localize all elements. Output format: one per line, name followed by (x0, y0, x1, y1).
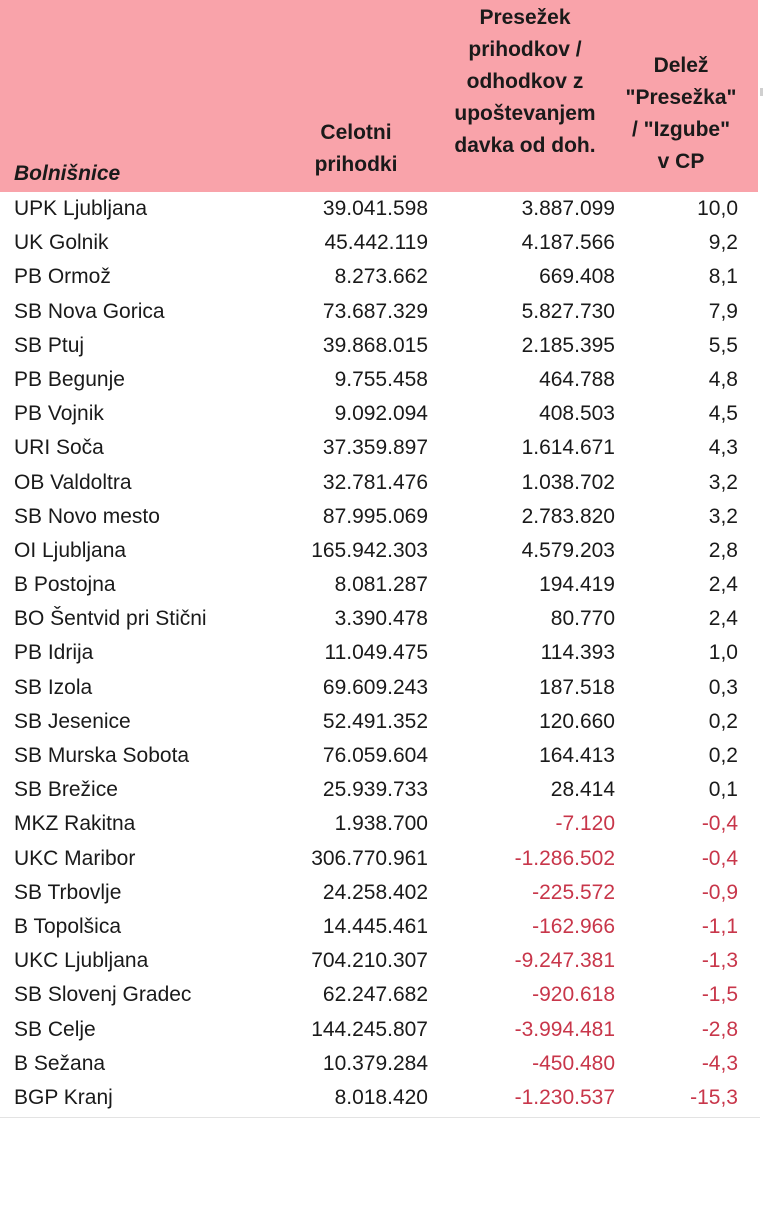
income-cell: 37.359.897 (322, 436, 428, 460)
surplus-cell: 164.413 (539, 744, 615, 767)
hospital-name-cell: UKC Ljubljana (14, 949, 149, 973)
income-cell: 24.258.402 (322, 880, 428, 904)
hospital-name-cell: SB Nova Gorica (14, 299, 165, 323)
hospital-name-cell: OI Ljubljana (14, 538, 127, 562)
column-header-share (616, 50, 746, 178)
hospital-name-cell: PB Vojnik (14, 402, 104, 426)
share-cell: -15,3 (690, 1085, 738, 1109)
hospital-name-cell: B Sežana (14, 1051, 106, 1075)
surplus-cell: -162.966 (532, 914, 615, 938)
table-row (0, 602, 758, 636)
header-line: prihodki (314, 153, 398, 176)
income-cell: 9.755.458 (334, 367, 428, 391)
header-line: "Presežka" (625, 86, 737, 109)
share-cell: 2,4 (708, 573, 738, 597)
hospital-name-cell: BO Šentvid pri Stični (14, 607, 207, 631)
header-line: Presežek (479, 6, 571, 29)
header-line: davka od doh. (454, 134, 596, 157)
table-row (0, 534, 758, 568)
hospital-name-cell: SB Trbovlje (14, 880, 122, 904)
table-row (0, 397, 758, 431)
table-row (0, 636, 758, 670)
table-row (0, 500, 758, 534)
surplus-cell: 464.788 (539, 367, 615, 391)
table-row (0, 1047, 758, 1081)
column-header-income (298, 117, 414, 181)
surplus-cell: -920.618 (532, 983, 615, 1007)
hospital-name-cell: PB Idrija (14, 641, 94, 665)
share-cell: 0,3 (708, 675, 738, 699)
share-cell: 5,5 (708, 333, 738, 357)
table-row (0, 705, 758, 739)
clipped-column-edge (760, 88, 763, 96)
share-cell: 7,9 (708, 299, 738, 323)
hospital-name-cell: URI Soča (14, 436, 104, 460)
table-row (0, 329, 758, 363)
table-row (0, 739, 758, 773)
income-cell: 32.781.476 (322, 470, 428, 494)
income-cell: 45.442.119 (324, 231, 428, 255)
income-cell: 39.868.015 (322, 333, 428, 357)
table-row (0, 910, 758, 944)
hospital-name-cell: SB Novo mesto (14, 504, 160, 528)
surplus-cell: 2.185.395 (521, 333, 615, 357)
surplus-cell: 2.783.820 (521, 504, 615, 528)
income-cell: 3.390.478 (334, 607, 428, 631)
share-cell: 10,0 (697, 197, 738, 220)
income-cell: 14.445.461 (322, 914, 428, 938)
share-cell: -1,3 (701, 949, 738, 973)
surplus-cell: 28.414 (550, 778, 615, 802)
share-cell: -0,4 (701, 812, 738, 836)
surplus-cell: 669.408 (539, 265, 615, 289)
share-cell: -1,5 (701, 983, 738, 1007)
surplus-cell: 4.579.203 (521, 538, 615, 562)
header-line: v CP (657, 150, 705, 173)
hospital-name-cell: B Postojna (14, 573, 116, 597)
table-row (0, 431, 758, 465)
table-row (0, 295, 758, 329)
income-cell: 144.245.807 (311, 1017, 428, 1041)
table-row (0, 944, 758, 978)
column-header-surplus (434, 2, 616, 162)
table-row (0, 876, 758, 910)
table-row (0, 226, 758, 260)
income-cell: 69.609.243 (322, 675, 428, 699)
income-cell: 87.995.069 (322, 504, 428, 528)
share-cell: 3,2 (708, 504, 738, 528)
header-line: Delež (653, 54, 709, 77)
surplus-cell: 120.660 (539, 709, 615, 733)
hospital-name-cell: PB Begunje (14, 367, 125, 391)
surplus-cell: 187.518 (539, 675, 615, 699)
share-cell: 2,4 (708, 607, 738, 631)
share-cell: -2,8 (701, 1017, 738, 1041)
income-cell: 39.041.598 (322, 197, 428, 220)
table-row (0, 192, 758, 226)
share-cell: 8,1 (708, 265, 738, 289)
table-header (0, 0, 758, 192)
income-cell: 704.210.307 (311, 949, 428, 973)
hospital-name-cell: SB Brežice (14, 778, 118, 802)
income-cell: 76.059.604 (322, 744, 428, 767)
hospital-name-cell: MKZ Rakitna (14, 812, 136, 836)
hospital-name-cell: SB Celje (14, 1017, 96, 1041)
surplus-cell: 1.038.702 (521, 470, 615, 494)
header-line: upoštevanjem (454, 102, 596, 125)
surplus-cell: 4.187.566 (521, 231, 615, 255)
share-cell: -1,1 (701, 914, 738, 938)
table-row (0, 978, 758, 1012)
share-cell: 9,2 (708, 231, 738, 255)
header-line: prihodkov / (468, 38, 582, 61)
share-cell: 3,2 (708, 470, 738, 494)
share-cell: 0,1 (708, 778, 738, 802)
surplus-cell: -1.230.537 (514, 1085, 615, 1109)
hospital-name-cell: UPK Ljubljana (14, 197, 148, 220)
share-cell: 1,0 (708, 641, 738, 665)
income-cell: 306.770.961 (311, 846, 428, 870)
table-row (0, 1013, 758, 1047)
header-line: odhodkov z (466, 70, 584, 93)
share-cell: -4,3 (701, 1051, 738, 1075)
income-cell: 165.942.303 (311, 538, 428, 562)
hospital-name-cell: B Topolšica (14, 914, 122, 938)
income-cell: 8.081.287 (334, 573, 428, 597)
table-bottom-border (0, 1117, 760, 1118)
share-cell: 2,8 (708, 538, 738, 562)
hospital-name-cell: OB Valdoltra (14, 470, 132, 494)
income-cell: 9.092.094 (334, 402, 428, 426)
table-row (0, 260, 758, 294)
income-cell: 10.379.284 (322, 1051, 428, 1075)
table-row (0, 466, 758, 500)
hospital-name-cell: SB Izola (14, 675, 93, 699)
surplus-cell: -7.120 (555, 812, 615, 836)
table-row (0, 363, 758, 397)
share-cell: 0,2 (708, 744, 738, 767)
hospital-name-cell: UK Golnik (14, 231, 109, 255)
surplus-cell: -9.247.381 (514, 949, 615, 973)
income-cell: 73.687.329 (322, 299, 428, 323)
income-cell: 8.018.420 (334, 1085, 428, 1109)
table-row (0, 568, 758, 602)
table-row (0, 1081, 758, 1115)
income-cell: 52.491.352 (322, 709, 428, 733)
share-cell: 0,2 (708, 709, 738, 733)
hospital-name-cell: UKC Maribor (14, 846, 136, 870)
surplus-cell: 114.393 (540, 641, 615, 665)
table-body (0, 192, 758, 1115)
header-line: Celotni (320, 121, 392, 144)
surplus-cell: 194.419 (539, 573, 615, 597)
surplus-cell: -3.994.481 (514, 1017, 615, 1041)
column-header-hospitals: Bolnišnice (14, 162, 121, 185)
surplus-cell: -225.572 (532, 880, 615, 904)
share-cell: 4,5 (708, 402, 738, 426)
hospital-name-cell: BGP Kranj (14, 1085, 113, 1109)
income-cell: 25.939.733 (322, 778, 428, 802)
income-cell: 8.273.662 (334, 265, 428, 289)
income-cell: 1.938.700 (334, 812, 428, 836)
table-row (0, 807, 758, 841)
surplus-cell: 5.827.730 (521, 299, 615, 323)
table-row (0, 671, 758, 705)
surplus-cell: -1.286.502 (514, 846, 615, 870)
table-row (0, 842, 758, 876)
surplus-cell: 1.614.671 (521, 436, 615, 460)
surplus-cell: -450.480 (532, 1051, 615, 1075)
income-cell: 62.247.682 (322, 983, 428, 1007)
header-line: / "Izgube" (631, 118, 731, 141)
surplus-cell: 80.770 (550, 607, 615, 631)
hospital-name-cell: PB Ormož (14, 265, 111, 289)
share-cell: -0,9 (701, 880, 738, 904)
share-cell: 4,3 (708, 436, 738, 460)
table-row (0, 773, 758, 807)
share-cell: -0,4 (701, 846, 738, 870)
surplus-cell: 3.887.099 (521, 197, 615, 220)
hospital-name-cell: SB Slovenj Gradec (14, 983, 192, 1007)
income-cell: 11.049.475 (324, 641, 428, 665)
share-cell: 4,8 (708, 367, 738, 391)
surplus-cell: 408.503 (539, 402, 615, 426)
hospital-name-cell: SB Jesenice (14, 709, 131, 733)
hospital-name-cell: SB Ptuj (14, 333, 85, 357)
hospital-name-cell: SB Murska Sobota (14, 744, 190, 767)
